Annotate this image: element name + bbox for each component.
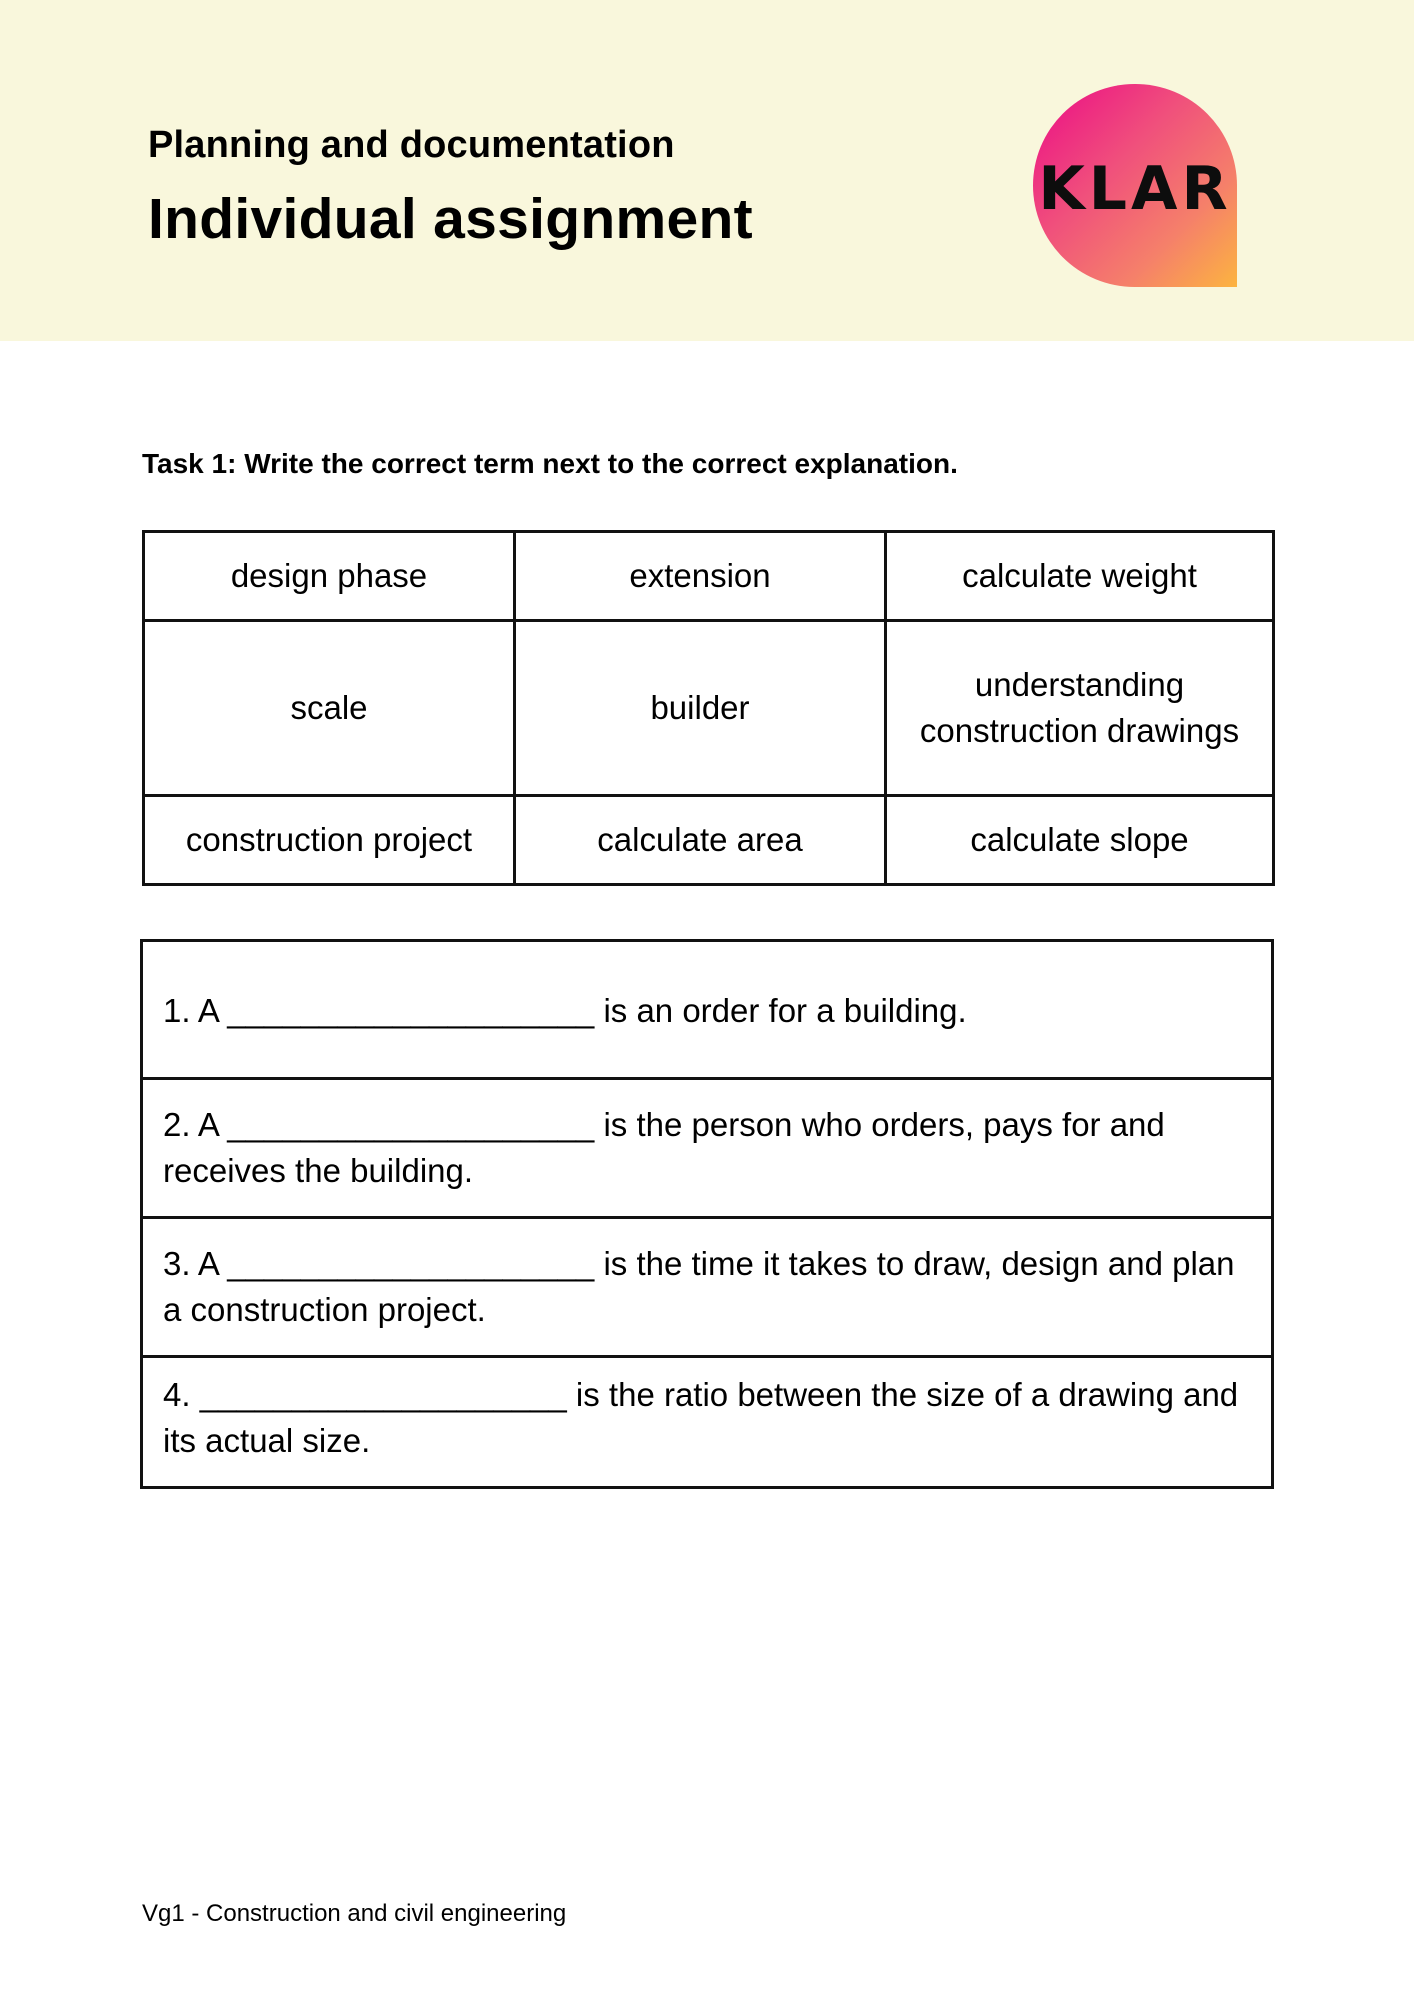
header-banner <box>0 0 1414 341</box>
statement-row[interactable]: 4. ____________________ is the ratio between the size of a drawing and its actual size. <box>163 1376 1239 1459</box>
term-cell: understanding construction drawings <box>886 621 1274 796</box>
statement-row[interactable]: 2. A ____________________ is the person who orders, pays for and receives the building. <box>143 1080 1271 1219</box>
footer-text: Vg1 - Construction and civil engineering <box>142 1900 567 1927</box>
logo-text: KLAR <box>1038 153 1232 224</box>
terms-table <box>142 530 1275 886</box>
task-heading: Task 1: Write the correct term next to the correct explanation. <box>142 448 958 479</box>
terms-row <box>144 796 1274 885</box>
statement-row[interactable]: 3. A ____________________ is the time it takes to draw, design and plan a construction project. <box>143 1219 1271 1358</box>
statements-box <box>140 939 1274 1489</box>
term-cell: construction project <box>144 796 515 885</box>
page-title: Individual assignment <box>148 187 753 251</box>
subject-heading: Planning and documentation <box>148 124 675 166</box>
term-cell: builder <box>515 621 886 796</box>
term-cell: extension <box>515 532 886 621</box>
term-cell: calculate area <box>515 796 886 885</box>
terms-row <box>144 532 1274 621</box>
klar-logo <box>1033 84 1237 287</box>
statement-row[interactable]: 1. A ____________________ is an order for a building. <box>143 942 1271 1080</box>
term-cell: scale <box>144 621 515 796</box>
terms-row <box>144 621 1274 796</box>
term-cell: calculate slope <box>886 796 1274 885</box>
term-cell: design phase <box>144 532 515 621</box>
term-cell: calculate weight <box>886 532 1274 621</box>
